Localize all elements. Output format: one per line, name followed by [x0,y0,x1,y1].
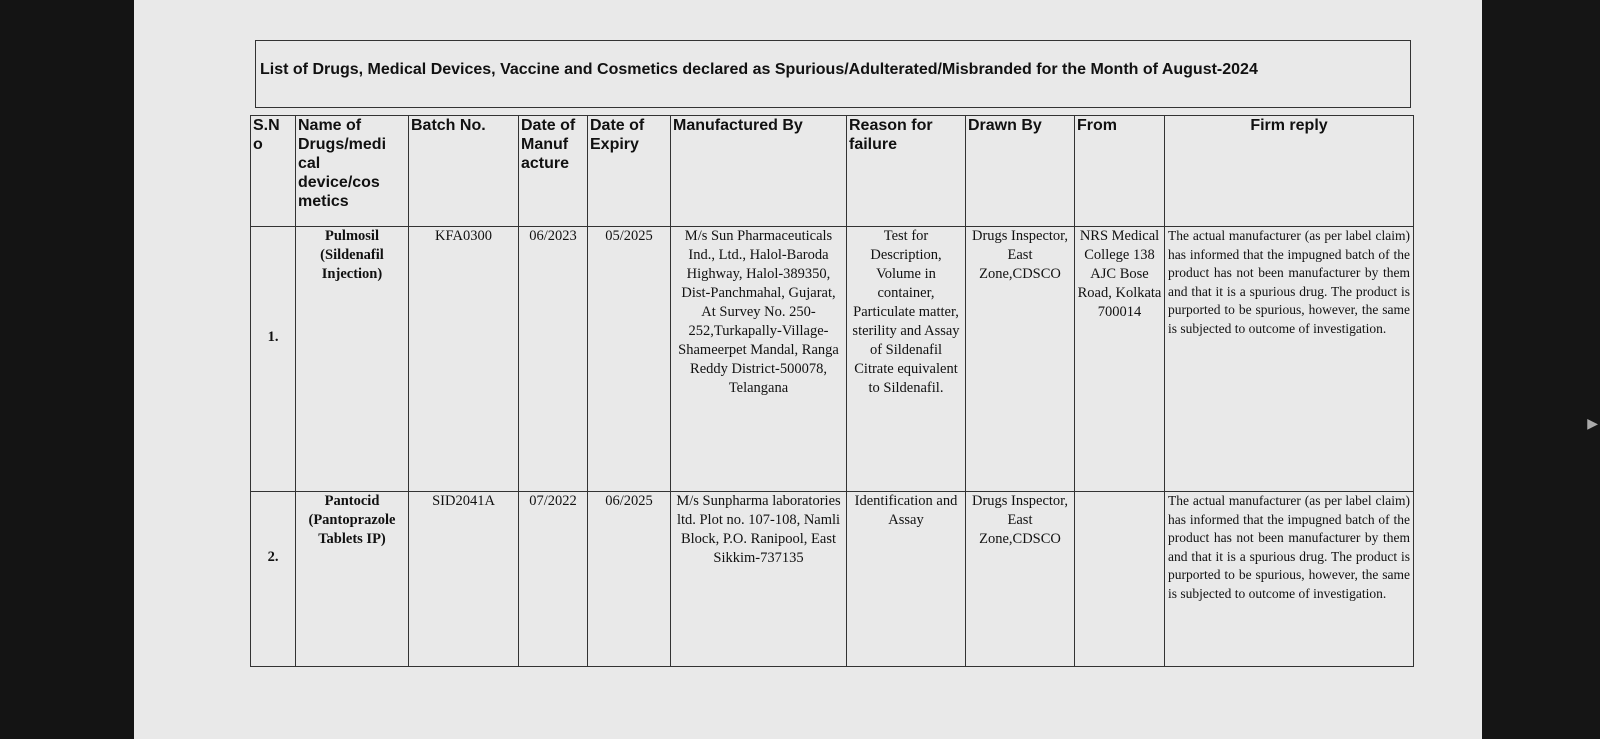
row-from [1075,492,1165,667]
next-arrow-icon[interactable]: ▶ [1587,415,1598,431]
row-reason: Test for Description, Volume in container, Particulate matter, sterility and Assay of Sildenafil Citrate equivalent to Sildenafil. [847,227,966,492]
header-from: From [1075,116,1165,227]
header-sno: S.N o [251,116,296,227]
row-mfg-date: 07/2022 [519,492,588,667]
row-reason: Identification and Assay [847,492,966,667]
row-drawn-by: Drugs Inspector, East Zone,CDSCO [966,492,1075,667]
row-mfg-date: 06/2023 [519,227,588,492]
row-name: Pantocid (Pantoprazole Tablets IP) [296,492,409,667]
row-sno: 1. [267,328,279,345]
table-row [251,227,1414,492]
row-batch: KFA0300 [409,227,519,492]
table-row [251,492,1414,667]
row-reply: The actual manufacturer (as per label claim) has informed that the impugned batch of the product has not been manufacturer by them and that it is a spurious drug. The product is purported to be spurious, however, the same is subjected to outcome of investigation. [1165,227,1414,492]
left-bezel [0,0,134,739]
right-bezel [1482,0,1600,739]
row-drawn-by: Drugs Inspector, East Zone,CDSCO [966,227,1075,492]
header-name: Name of Drugs/medi cal device/cos metics [296,116,409,227]
row-from: NRS Medical College 138 AJC Bose Road, Kolkata 700014 [1075,227,1165,492]
row-sno: 2. [267,548,279,565]
document-title: List of Drugs, Medical Devices, Vaccine and Cosmetics declared as Spurious/Adulterated/Misbranded for the Month of August-2024 [260,61,1258,78]
row-name: Pulmosil (Sildenafil Injection) [296,227,409,492]
header-reply: Firm reply [1165,116,1414,227]
row-batch: SID2041A [409,492,519,667]
title-box [255,40,1411,108]
header-exp-date: Date of Expiry [588,116,671,227]
drugs-table [250,115,1414,667]
row-manufacturer: M/s Sunpharma laboratories ltd. Plot no. 107-108, Namli Block, P.O. Ranipool, East Sikkim-737135 [671,492,847,667]
header-reason: Reason for failure [847,116,966,227]
header-drawn-by: Drawn By [966,116,1075,227]
header-manufacturer: Manufactured By [671,116,847,227]
row-reply: The actual manufacturer (as per label claim) has informed that the impugned batch of the product has not been manufacturer by them and that it is a spurious drug. The product is purported to be spurious, however, the same is subjected to outcome of investigation. [1165,492,1414,667]
row-exp-date: 05/2025 [588,227,671,492]
header-mfg-date: Date of Manuf acture [519,116,588,227]
header-row [251,116,1414,227]
row-exp-date: 06/2025 [588,492,671,667]
row-manufacturer: M/s Sun Pharmaceuticals Ind., Ltd., Halol-Baroda Highway, Halol-389350, Dist-Panchmahal, Gujarat, At Survey No. 250-252,Turkapally-Village-Shameerpet Mandal, Ranga Reddy District-500078, Telangana [671,227,847,492]
document-page [134,0,1482,739]
header-batch: Batch No. [409,116,519,227]
